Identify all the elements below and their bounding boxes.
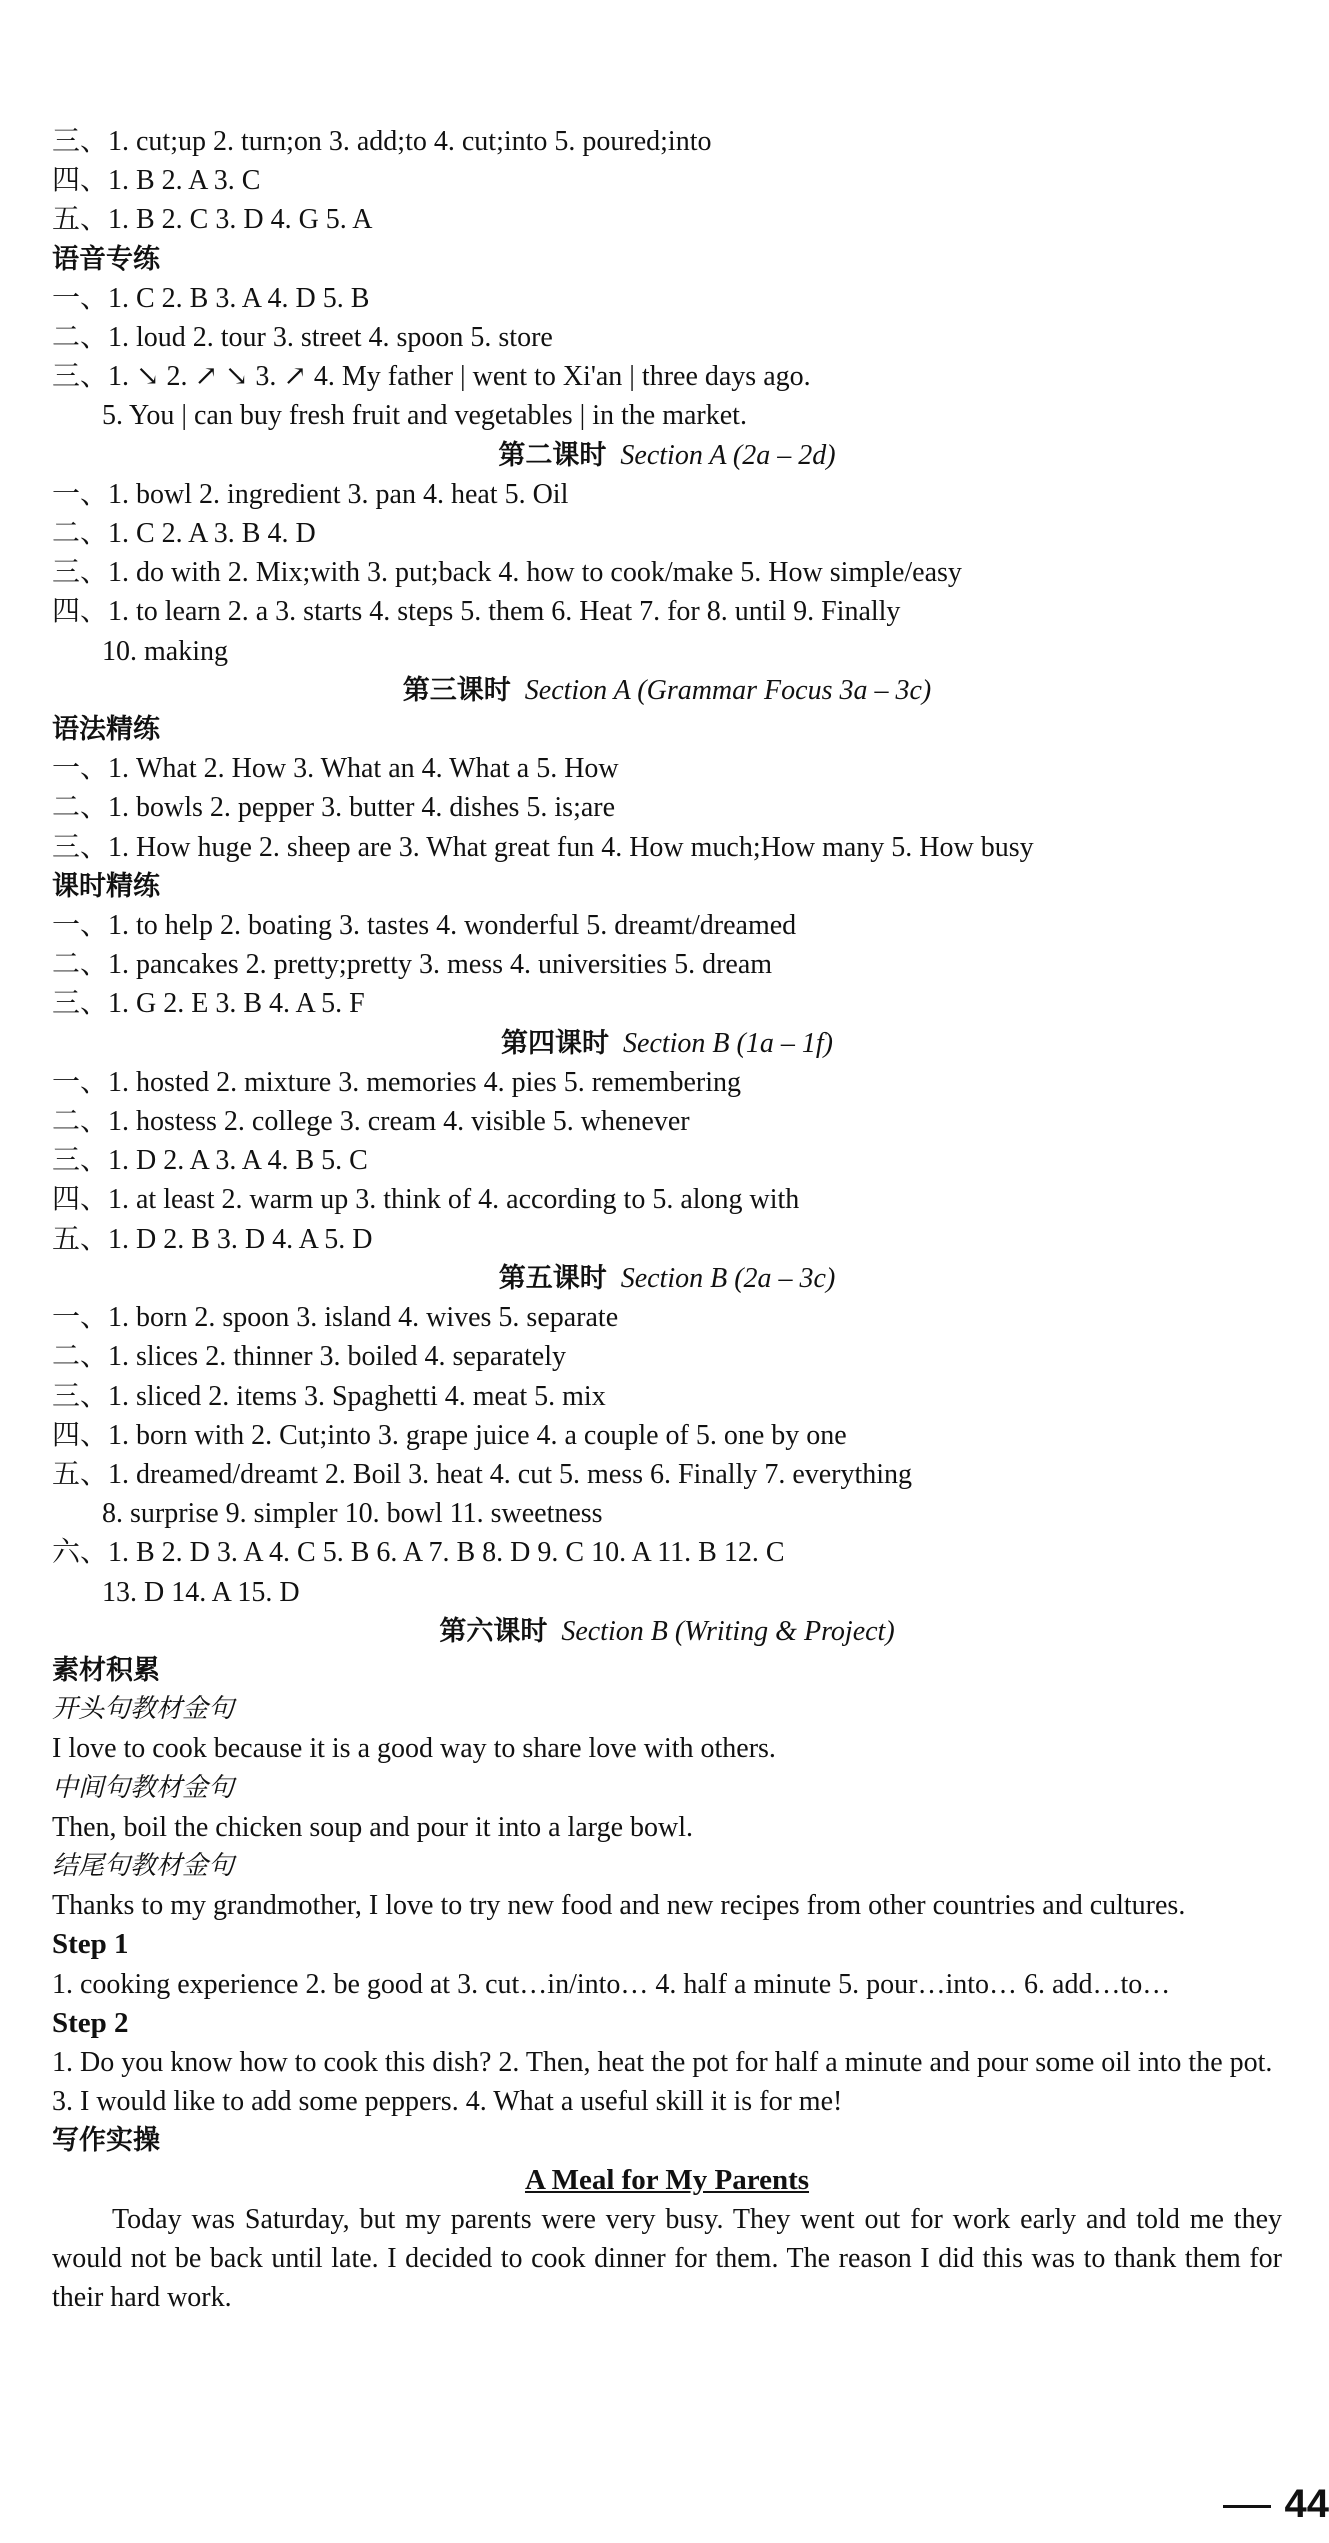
lesson-section: Section A (Grammar Focus 3a – 3c): [524, 674, 932, 706]
answer-line: 三、1. sliced 2. items 3. Spaghetti 4. meat 5. mix: [52, 1380, 606, 1412]
answer-line: 一、1. hosted 2. mixture 3. memories 4. pies 5. remembering: [52, 1066, 741, 1098]
lesson-title: 第二课时: [498, 439, 607, 471]
answer-line: Then, boil the chicken soup and pour it into a large bowl.: [52, 1811, 694, 1843]
answer-line: 二、1. hostess 2. college 3. cream 4. visible 5. whenever: [52, 1106, 690, 1138]
answer-line: 二、1. pancakes 2. pretty;pretty 3. mess 4. universities 5. dream: [52, 949, 773, 981]
answer-line: I love to cook because it is a good way to share love with others.: [52, 1733, 776, 1765]
answer-line: 5. You | can buy fresh fruit and vegetables | in the market.: [102, 400, 747, 432]
lesson-section: Section A (2a – 2d): [620, 439, 836, 471]
handwritten-label: 结尾句教材金句: [52, 1850, 235, 1881]
answer-line: 三、1. cut;up 2. turn;on 3. add;to 4. cut;into 5. poured;into: [52, 126, 712, 157]
essay-title: A Meal for My Parents: [524, 2163, 810, 2196]
lesson-heading: [52, 1259, 1282, 1298]
answer-line: 一、1. born 2. spoon 3. island 4. wives 5. separate: [52, 1302, 619, 1334]
lesson-heading: [52, 1024, 1282, 1063]
answer-line: 四、1. born with 2. Cut;into 3. grape juice 4. a couple of 5. one by one: [52, 1419, 847, 1451]
handwritten-label: 中间句教材金句: [52, 1772, 235, 1803]
section-heading: 素材积累: [52, 1654, 160, 1686]
page-number-text: 44: [1284, 2482, 1329, 2526]
answer-line: 四、1. B 2. A 3. C: [52, 165, 261, 197]
lesson-title: 第三课时: [402, 674, 511, 706]
answer-page: [52, 122, 1282, 2317]
answer-line: 二、1. slices 2. thinner 3. boiled 4. separately: [52, 1341, 566, 1373]
answer-line: 五、1. dreamed/dreamt 2. Boil 3. heat 4. cut 5. mess 6. Finally 7. everything: [52, 1458, 913, 1490]
step-heading: Step 1: [52, 1928, 129, 1961]
lesson-title: 第四课时: [501, 1027, 610, 1059]
answer-line: 二、1. bowls 2. pepper 3. butter 4. dishes 5. is;are: [52, 792, 616, 824]
answer-line: 三、1. How huge 2. sheep are 3. What great fun 4. How much;How many 5. How busy: [52, 831, 1034, 863]
handwritten-label: 开头句教材金句: [52, 1694, 235, 1725]
page-number: [1223, 2482, 1329, 2527]
lesson-title: 第五课时: [498, 1262, 607, 1294]
lesson-heading: [52, 436, 1282, 475]
answer-line: 三、1. D 2. A 3. A 4. B 5. C: [52, 1145, 368, 1177]
answer-line: 三、1. ↘ 2. ↗ ↘ 3. ↗ 4. My father | went to Xi'an | three days ago.: [52, 361, 811, 393]
section-heading: 课时精练: [52, 870, 160, 902]
answer-line: 1. Do you know how to cook this dish? 2. Then, heat the pot for half a minute and pour some oil into the pot. 3. I would like to add some peppers. 4. What a useful skill it is for me!: [52, 2046, 1273, 2118]
lesson-section: Section B (Writing & Project): [561, 1615, 895, 1647]
lesson-heading: [52, 1612, 1282, 1651]
section-heading: 语法精练: [52, 714, 160, 746]
answer-line: 五、1. D 2. B 3. D 4. A 5. D: [52, 1223, 373, 1255]
answer-line: 一、1. to help 2. boating 3. tastes 4. wonderful 5. dreamt/dreamed: [52, 910, 797, 942]
answer-line: 六、1. B 2. D 3. A 4. C 5. B 6. A 7. B 8. D 9. C 10. A 11. B 12. C: [52, 1537, 785, 1569]
page-number-dash: [1223, 2505, 1271, 2508]
answer-line: 1. cooking experience 2. be good at 3. cut…in/into… 4. half a minute 5. pour…into… 6. add…to…: [52, 1968, 1171, 2000]
lesson-heading: [52, 671, 1282, 710]
answer-line: 二、1. C 2. A 3. B 4. D: [52, 518, 316, 550]
lesson-section: Section B (1a – 1f): [623, 1027, 833, 1059]
lesson-section: Section B (2a – 3c): [620, 1262, 836, 1294]
answer-line: 三、1. do with 2. Mix;with 3. put;back 4. how to cook/make 5. How simple/easy: [52, 557, 962, 589]
answer-line: 三、1. G 2. E 3. B 4. A 5. F: [52, 988, 365, 1020]
answer-line: 五、1. B 2. C 3. D 4. G 5. A: [52, 204, 373, 236]
essay-paragraph: Today was Saturday, but my parents were very busy. They went out for work early and told me they would not be back until late. I decided to cook dinner for them. The reason I did this was to thank them for their hard work.: [52, 2203, 1282, 2314]
answer-line: 四、1. to learn 2. a 3. starts 4. steps 5. them 6. Heat 7. for 8. until 9. Finally: [52, 596, 901, 628]
answer-line: 一、1. bowl 2. ingredient 3. pan 4. heat 5. Oil: [52, 478, 569, 510]
answer-line: Thanks to my grandmother, I love to try new food and new recipes from other countries and cultures.: [52, 1890, 1186, 1922]
answer-line: 二、1. loud 2. tour 3. street 4. spoon 5. store: [52, 322, 553, 354]
section-heading: 语音专练: [52, 243, 160, 275]
lesson-title: 第六课时: [439, 1615, 548, 1647]
answer-line: 一、1. C 2. B 3. A 4. D 5. B: [52, 282, 370, 314]
answer-line: 13. D 14. A 15. D: [102, 1576, 300, 1608]
answer-line: 8. surprise 9. simpler 10. bowl 11. sweetness: [102, 1498, 603, 1530]
answer-line: 一、1. What 2. How 3. What an 4. What a 5. How: [52, 753, 619, 785]
answer-line: 10. making: [102, 635, 228, 667]
step-heading: Step 2: [52, 2006, 129, 2039]
answer-line: 四、1. at least 2. warm up 3. think of 4. according to 5. along with: [52, 1184, 800, 1216]
section-heading: 写作实操: [52, 2125, 160, 2157]
